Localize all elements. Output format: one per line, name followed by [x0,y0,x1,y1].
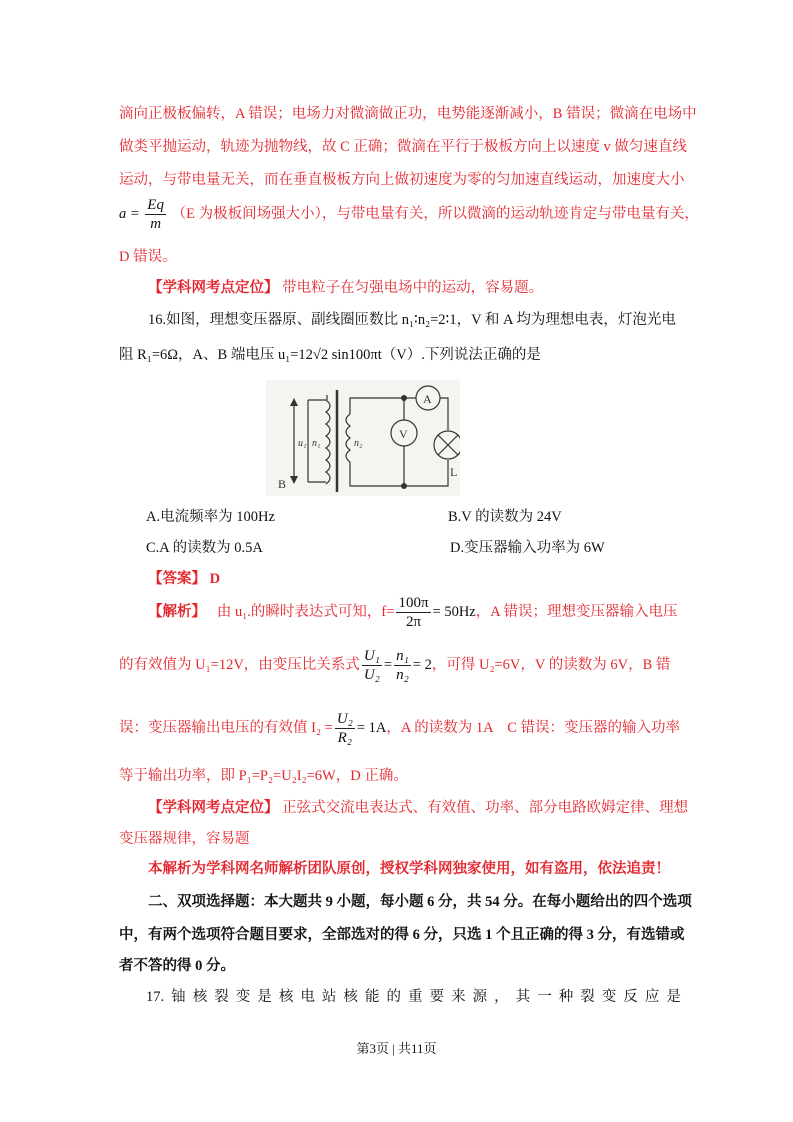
numerator: 100π [398,595,429,612]
q16-stem-1: 16.如图，理想变压器原、副线圈匝数比 n₁∶n₂=2∶1，V 和 A 均为理想电表，灯泡光电 [148,312,676,328]
formula-lhs: a = [119,206,140,222]
q17-char: 源 [472,989,488,1005]
kd-text: 正弦式交流电表达式、有效值、功率、部分电路欧姆定律、理想 [282,800,689,816]
analysis-label: 【解析】 [148,604,206,620]
q17-char: 裂 [214,989,229,1005]
analysis-line-1 [148,594,678,631]
kd-label: 【学科网考点定位】 [148,280,279,296]
analysis-line-4: 等于输出功率，即 P₁=P₂=U₂I₂=6W，D 正确。 [119,768,408,784]
equation-result: = 50Hz [432,604,476,620]
section2-line-2: 中，有两个选项符合题目要求，全部选对的得 6 分，只选 1 个且正确的得 3 分，有选错或 [119,927,685,943]
denominator: n₂ [396,667,409,684]
q17-char: 重 [408,989,423,1005]
option-a: A.电流频率为 100Hz [146,509,275,525]
analysis-line-3 [119,710,680,747]
q17-char: 核 [278,989,294,1005]
section2-line-3: 者不答的得 0 分。 [119,958,235,974]
q17-char: ， [494,989,509,1005]
numerator: U₂ [336,711,353,728]
option-b: B.V 的读数为 24V [448,509,562,525]
q17-char: 反 [623,989,638,1005]
q17-char: 的 [386,989,401,1005]
option-d: D.变压器输入功率为 6W [450,540,605,556]
u1-label: u₁ [298,438,307,449]
q17-char: 铀 [171,989,186,1005]
fraction [394,647,411,684]
answer-line [148,570,220,588]
section2-line-1: 二、双项选择题：本大题共 9 小题，每小题 6 分，共 54 分。在每小题给出的四个选项 [148,894,692,910]
q17-char: 是 [666,989,681,1005]
fraction [396,594,430,631]
q17-char: 核 [343,989,358,1005]
voltmeter-label: V [399,427,408,441]
fraction [362,647,382,684]
q17-char: 变 [235,989,251,1005]
prev-line-2: 做类平抛运动，轨迹为抛物线，故 C 正确；微滴在平行于极板方向上以速度 v 做匀速直线 [119,139,687,155]
q16-stem-2: 阻 R₁=6Ω，A、B 端电压 u₁=12√2 sin100πt（V）.下列说法正确的是 [119,347,541,363]
analysis-line-2: 的有效值为 U₁=12V，由变压比关系式 $\frac{\text{U₁}}{\text{U₂}}$ = $\frac{\text{n₁}}{\text{n₂}}$ = 2，可得 U₂=6V，V 的读数为 6V，B 错 [119,648,671,684]
fraction [335,710,355,747]
page-footer: 第3页 | 共11页 [356,1041,437,1056]
kd-label: 【学科网考点定位】 [148,800,279,816]
q17-char: 裂 [580,989,595,1005]
numerator: U₁ [363,648,380,665]
analysis-text: 的有效值为 U₁=12V，由变压比关系式 [119,657,360,673]
analysis-text: ，可得 U₂=6V，V 的读数为 6V，B 错 [431,657,671,673]
n2-label: n₂ [354,438,363,449]
copyright-notice: 本解析为学科网名师解析团队原创，授权学科网独家使用，如有盗用，依法追责！ [148,861,670,877]
denominator: m [150,216,162,233]
answer-label: 【答案】 [148,571,206,587]
q17-char: 能 [364,989,380,1005]
prev-line-5: D 错误。 [119,249,177,265]
n1-label: n₁ [312,438,321,449]
kd-text: 带电粒子在匀强电场中的运动，容易题。 [282,280,544,296]
kd-line [148,279,543,297]
prev-line-4-text: （E 为极板间场强大小），与带电量有关，所以微滴的运动轨迹肯定与带电量有关， [171,206,699,222]
denominator: U₂ [363,667,380,684]
q17-char: 一 [537,989,552,1005]
circuit-diagram [266,380,460,496]
q17-char: 站 [321,989,337,1005]
equation-result: = 2 [412,657,432,673]
q17-char: 电 [300,989,315,1005]
answer-value: D [209,571,221,587]
prev-line-1: 滴向正极板偏转，A 错误；电场力对微滴做正功，电势能逐渐减小，B 错误；微滴在电场中 [119,106,697,122]
analysis-text: ，A 的读数为 1A C 错误：变压器的输入功率 [386,720,681,736]
kd-line-2 [148,799,688,817]
analysis-text: ，A 错误；理想变压器输入电压 [475,604,678,620]
q17-char: 是 [257,989,272,1005]
kd-line-3: 变压器规律，容易题 [119,831,250,847]
numerator: Eq [147,197,164,214]
q17-stem [146,988,681,1006]
q17-char: 变 [601,989,617,1005]
numerator: n₁ [396,648,409,665]
q17-char: 其 [515,989,531,1005]
q17-char: 种 [558,989,574,1005]
q17-char: 要 [429,989,445,1005]
q17-char: 17. [146,989,165,1005]
equation-result: = 1A [356,720,387,736]
formula-fraction [145,196,166,233]
q17-char: 来 [451,989,466,1005]
analysis-text: 误：变压器输出电压的有效值 I₂ = [119,720,333,736]
lamp-label: L [450,465,458,479]
prev-line-3: 运动，与带电量无关，而在垂直极板方向上做初速度为零的匀加速直线运动，加速度大小 [119,172,685,188]
denominator: R₂ [337,730,353,747]
option-c: C.A 的读数为 0.5A [146,540,263,556]
prev-line-4 [119,196,699,233]
q17-char: 核 [192,989,208,1005]
terminal-b-label: B [278,477,287,491]
ammeter-label: A [423,392,432,406]
denominator: 2π [405,614,422,631]
q17-char: 应 [644,989,660,1005]
analysis-text: 由 u₁.的瞬时表达式可知，f= [216,604,395,620]
